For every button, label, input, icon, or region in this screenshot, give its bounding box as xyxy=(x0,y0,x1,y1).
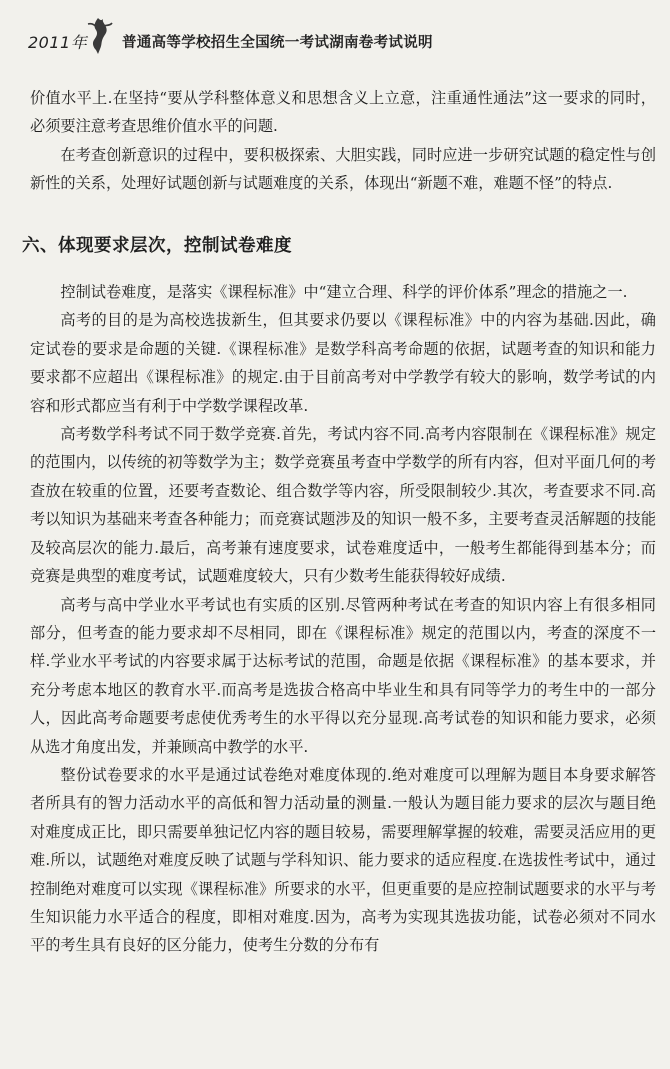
paragraph: 在考查创新意识的过程中，要积极探索、大胆实践，同时应进一步研究试题的稳定性与创新性的关系，处理好试题创新与试题难度的关系，体现出“新题不难，难题不怪”的特点. xyxy=(30,145,656,193)
document-body xyxy=(22,84,656,960)
paragraph: 整份试卷要求的水平是通过试卷绝对难度体现的.绝对难度可以理解为题目本身要求解答者所具有的智力活动水平的高低和智力活动量的测量.一般认为题目能力要求的层次与题目绝对难度成正比，即只需要单独记忆内容的题目较易，需要理解掌握的较难，需要灵活应用的更难.所以，试题绝对难度反映了试题与学科知识、能力要求的适应程度.在选拔性考试中，通过控制绝对难度可以实现《课程标准》所要求的水平，但更重要的是应控制试题要求的水平与考生知识能力水平适合的程度，即相对难度.因为，高考为实现其选拔功能，试卷必须对不同水平的考生具有良好的区分能力，使考生分数的分布有 xyxy=(30,765,656,955)
paragraph: 高考与高中学业水平考试也有实质的区别.尽管两种考试在考查的知识内容上有很多相同部分，但考查的能力要求却不尽相同，即在《课程标准》规定的范围以内，考查的深度不一样.学业水平考试的内容要求属于达标考试的范围，命题是依据《课程标准》的基本要求，并充分考虑本地区的教育水平.而高考是选拔合格高中毕业生和具有同等学力的考生中的一部分人，因此高考命题要考虑使优秀考生的水平得以充分显现.高考试卷的知识和能力要求，必须从选才角度出发，并兼顾高中教学的水平. xyxy=(30,595,656,756)
paragraph-continued: 价值水平上.在坚持“要从学科整体意义和思想含义上立意，注重通性通法”这一要求的同时，必须要注意考查思维价值水平的问题. xyxy=(30,89,656,136)
page-header xyxy=(22,16,652,56)
section-heading: 六、体现要求层次，控制试卷难度 xyxy=(22,235,292,256)
paragraph: 控制试卷难度，是落实《课程标准》中“建立合理、科学的评价体系”理念的措施之一. xyxy=(60,283,628,302)
paragraph: 高考数学科考试不同于数学竞赛.首先，考试内容不同.高考内容限制在《课程标准》规定的范围内，以传统的初等数学为主；数学竞赛虽考查中学数学的所有内容，但对平面几何的考查放在较重的位置，还要考查数论、组合数学等内容，所受限制较少.其次，考查要求不同.高考以知识为基础来考查各种能力；而竞赛试题涉及的知识一般不多，主要考查灵活解题的技能及较高层次的能力.最后，高考兼有速度要求，试卷难度适中，一般考生都能得到基本分；而竞赛是典型的难度考试，试题难度较大，只有少数考生能获得较好成绩. xyxy=(30,425,656,586)
header-title: 普通高等学校招生全国统一考试湖南卷考试说明 xyxy=(122,35,433,51)
header-year: 2011年 xyxy=(28,33,88,52)
dancer-silhouette-icon xyxy=(84,16,114,56)
paragraph: 高考的目的是为高校选拔新生，但其要求仍要以《课程标准》中的内容为基础.因此，确定试卷的要求是命题的关键.《课程标准》是数学科高考命题的依据，试题考查的知识和能力要求都不应超出《课程标准》的规定.由于目前高考对中学教学有较大的影响，数学考试的内容和形式都应当有利于中学数学课程改革. xyxy=(30,311,656,415)
